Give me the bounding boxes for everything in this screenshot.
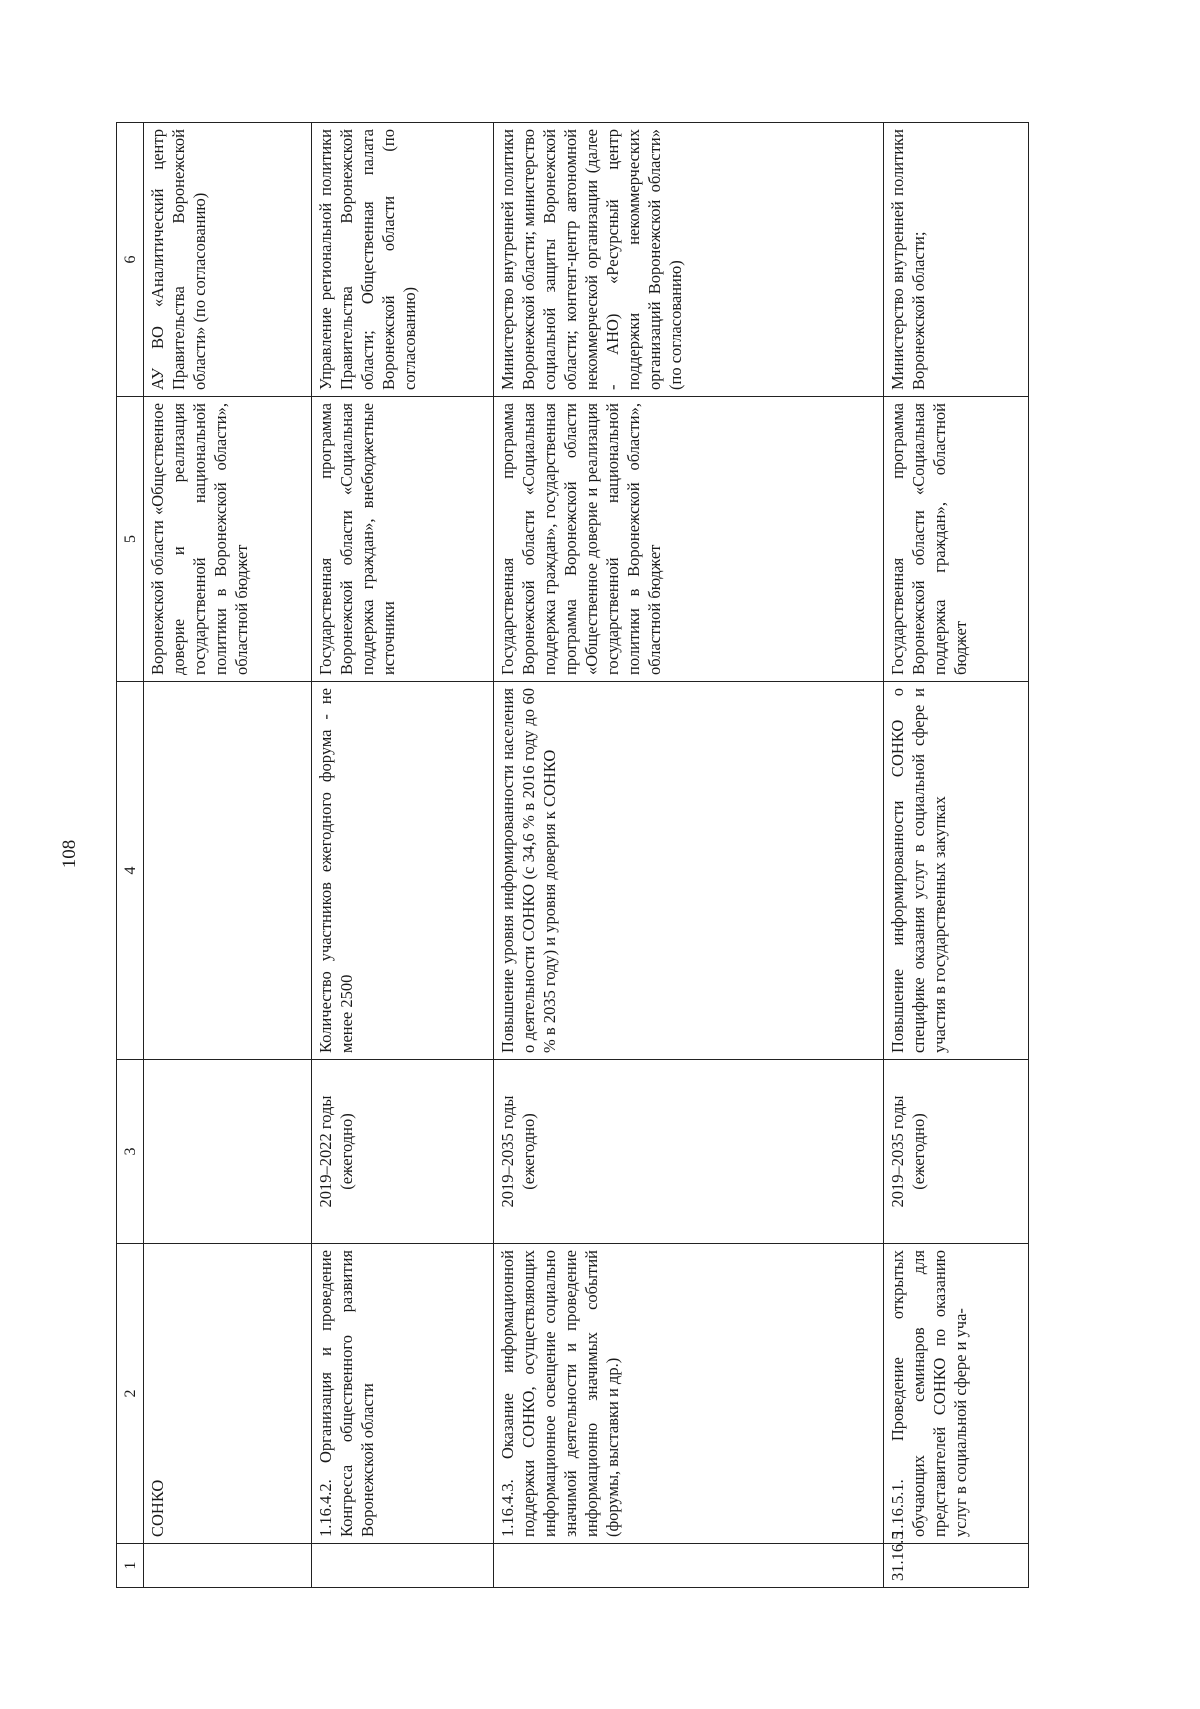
source-cell: Воронежской области «Общественное доверие и реализация государственной национальной политики в Воронежской области», областной бюджет (144, 397, 312, 682)
table-row (494, 123, 884, 1588)
source-cell: Государственная программа Воронежской области «Социальная поддержка граждан», государственная программа Воронежской области «Общественное доверие и реализация государственной национальной политики в Воронежской области», областной бюджет (494, 397, 884, 682)
period-cell: 2019–2022 годы (ежегодно) (312, 1060, 494, 1244)
column-number: 2 (117, 1244, 144, 1544)
result-cell (144, 682, 312, 1060)
result-cell: Повышение уровня информированности населения о деятельности СОНКО (с 34,6 % в 2016 году до 60 % в 2035 году) и уровня доверия к СОНКО (494, 682, 884, 1060)
action-cell: 1.16.4.2. Организация и проведение Конгресса общественного развития Воронежской области (312, 1244, 494, 1544)
period-cell: 2019–2035 годы (ежегодно) (494, 1060, 884, 1244)
row-number-cell (312, 1544, 494, 1588)
source-cell: Государственная программа Воронежской области «Социальная поддержка граждан», областной бюджет (884, 397, 1029, 682)
result-cell: Повышение информированности СОНКО о специфике оказания услуг в социальной сфере и участия в государственных закупках (884, 682, 1029, 1060)
column-number: 1 (117, 1544, 144, 1588)
table-row (144, 123, 312, 1588)
table-row (884, 123, 1029, 1588)
executor-cell: Министерство внутренней политики Воронежской области; министерство социальной защиты Воронежской области; контент-центр автономной некоммерческой организации (далее - АНО) «Ресурсный центр поддержки некоммерческих организаций Воронежской области» (по согласованию) (494, 123, 884, 397)
action-cell: СОНКО (144, 1244, 312, 1544)
column-number: 6 (117, 123, 144, 397)
result-cell: Количество участников ежегодного форума - не менее 2500 (312, 682, 494, 1060)
page-number: 108 (59, 839, 80, 869)
executor-cell: Министерство внутренней политики Воронежской области; (884, 123, 1029, 397)
source-cell: Государственная программа Воронежской области «Социальная поддержка граждан», внебюджетные источники (312, 397, 494, 682)
period-cell (144, 1060, 312, 1244)
column-number: 4 (117, 682, 144, 1060)
measures-table (116, 122, 1029, 1588)
row-number-cell: 31.16.5 (884, 1544, 1029, 1588)
action-cell: 1.16.4.3. Оказание информационной поддержки СОНКО, осуществляющих информационное освещение социально значимой деятельности и проведение информационно значимых событий (форумы, выставки и др.) (494, 1244, 884, 1544)
executor-cell: АУ ВО «Аналитический центр Правительства Воронежской области» (по согласованию) (144, 123, 312, 397)
column-number: 3 (117, 1060, 144, 1244)
action-cell: 1.16.5.1. Проведение открытых обучающих семинаров для представителей СОНКО по оказанию услуг в социальной сфере и уча- (884, 1244, 1029, 1544)
table-row (312, 123, 494, 1588)
column-number-row (117, 123, 144, 1588)
row-number-cell (144, 1544, 312, 1588)
column-number: 5 (117, 397, 144, 682)
rotated-table-container (116, 123, 1044, 1588)
executor-cell: Управление региональной политики Правительства Воронежской области; Общественная палата Воронежской области (по согласованию) (312, 123, 494, 397)
period-cell: 2019–2035 годы (ежегодно) (884, 1060, 1029, 1244)
row-number-cell (494, 1544, 884, 1588)
